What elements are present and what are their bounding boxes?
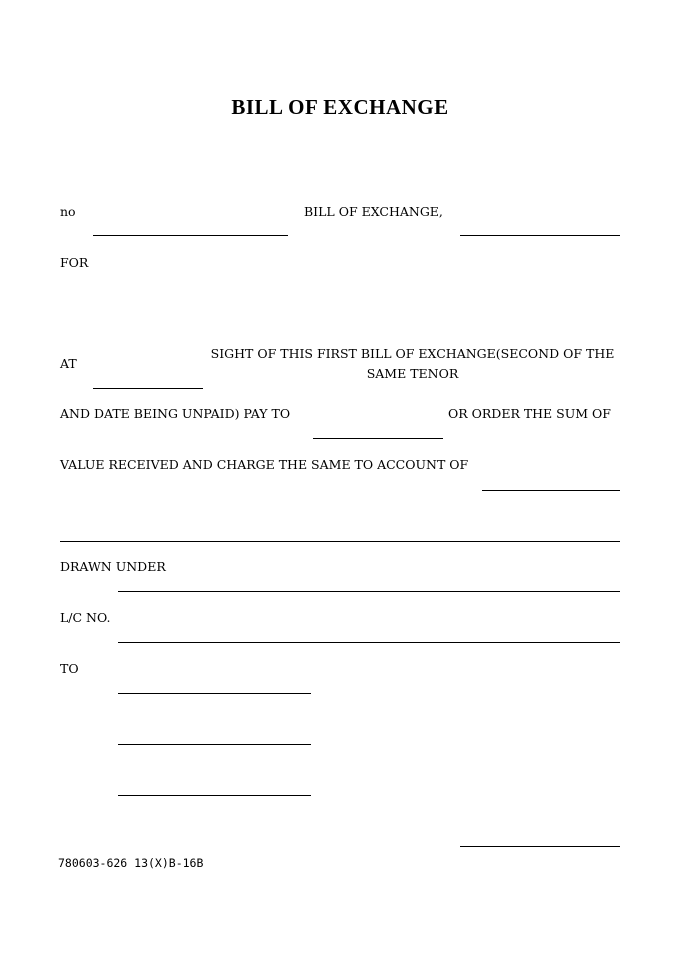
to-field-line-2[interactable]: [118, 744, 311, 745]
amount-words-field-line[interactable]: [60, 541, 620, 542]
at-label: AT: [60, 356, 77, 371]
no-label: no: [60, 204, 76, 219]
sight-text-line2: SAME TENOR: [366, 366, 459, 381]
or-order-label: OR ORDER THE SUM OF: [448, 406, 611, 421]
lc-no-field-line[interactable]: [118, 642, 620, 643]
drawn-under-label: DRAWN UNDER: [60, 559, 166, 574]
pay-to-label: AND DATE BEING UNPAID) PAY TO: [60, 406, 291, 421]
to-label: TO: [60, 661, 79, 676]
document-title: BILL OF EXCHANGE: [231, 95, 449, 119]
account-of-field-line[interactable]: [482, 490, 620, 491]
lc-no-label: L/C NO.: [60, 610, 111, 625]
place-date-field-line[interactable]: [460, 235, 620, 236]
signature-field-line[interactable]: [460, 846, 620, 847]
payee-field-line[interactable]: [313, 438, 443, 439]
sight-text: [205, 344, 620, 384]
no-field-line[interactable]: [93, 235, 288, 236]
bill-of-exchange-label: BILL OF EXCHANGE,: [304, 204, 443, 219]
for-label: FOR: [60, 255, 89, 270]
drawn-under-field-line[interactable]: [118, 591, 620, 592]
value-received-label: VALUE RECEIVED AND CHARGE THE SAME TO ACCOUNT OF: [60, 457, 469, 472]
sight-text-line1: SIGHT OF THIS FIRST BILL OF EXCHANGE(SECOND OF THE: [210, 346, 615, 361]
to-field-line-1[interactable]: [118, 693, 311, 694]
to-field-line-3[interactable]: [118, 795, 311, 796]
form-code: 780603-626 13(X)B-16B: [58, 856, 204, 870]
at-sight-field-line[interactable]: [93, 388, 203, 389]
